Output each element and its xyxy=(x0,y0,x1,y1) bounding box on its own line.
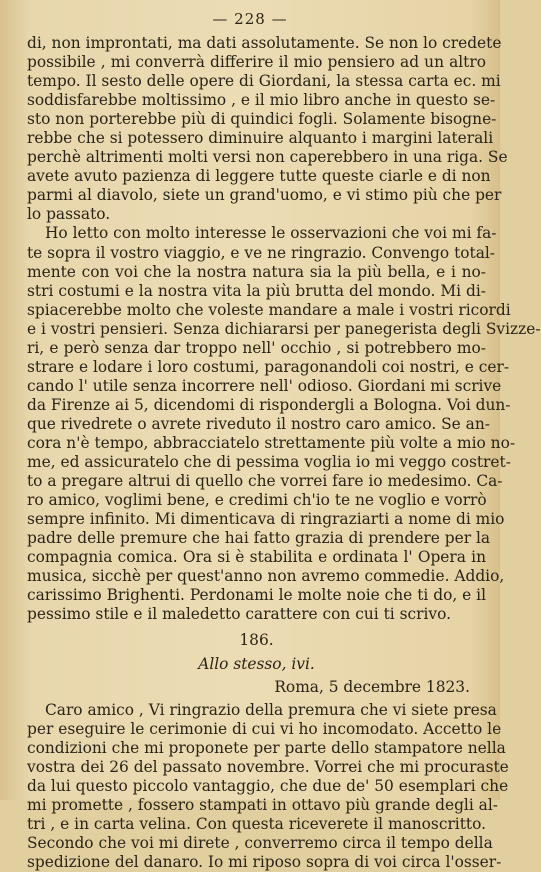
text-line: soddisfarebbe moltissimo , e il mio libro anche in questo se- xyxy=(27,91,496,110)
text-line: tempo. Il sesto delle opere di Giordani, la stessa carta ec. mi xyxy=(27,72,501,91)
text-line: Caro amico , Vi ringrazio della premura che vi siete presa xyxy=(45,700,497,719)
text-line: pessimo stile e il maledetto carattere con cui ti scrivo. xyxy=(27,605,451,624)
text-line: condizioni che mi proponete per parte dello stampatore nella xyxy=(27,738,506,757)
text-line: sto non porterebbe più di quindici fogli. Solamente bisogne- xyxy=(27,110,497,129)
text-line: to a pregare altrui di quello che vorrei fare io medesimo. Ca- xyxy=(27,472,503,491)
text-line: Ho letto con molto interesse le osservazioni che voi mi fa- xyxy=(45,224,497,243)
text-line: parmi al diavolo, siete un grand'uomo, e vi stimo più che per xyxy=(27,186,502,205)
text-line: sempre infinito. Mi dimenticava di ringraziarti a nome di mio xyxy=(27,510,505,529)
text-line: rebbe che si potessero diminuire alquanto i margini laterali xyxy=(27,129,494,148)
text-line: me, ed assicuratelo che di pessima voglia io mi veggo costret- xyxy=(27,453,511,472)
text-line: lo passato. xyxy=(27,205,111,224)
text-line: carissimo Brighenti. Perdonami le molte noie che ti do, e il xyxy=(27,586,486,605)
page-number: — 228 — xyxy=(212,10,288,28)
text-line: per eseguire le cerimonie di cui vi ho incomodato. Accetto le xyxy=(27,719,502,738)
text-line: spedizione del danaro. Io mi riposo sopra di voi circa l'osser- xyxy=(27,852,502,871)
page-text xyxy=(27,34,541,872)
text-line: cora n'è tempo, abbracciatelo strettamente più volte a mio no- xyxy=(27,433,516,452)
text-line: ro amico, voglimi bene, e credimi ch'io te ne voglio e vorrò xyxy=(27,491,487,510)
text-line: strare e lodare i loro costumi, paragonandoli coi nostri, e cer- xyxy=(27,357,510,376)
text-line: mente con voi che la nostra natura sia la più bella, e i no- xyxy=(27,262,486,281)
text-line: cando l' utile senza incorrere nell' odioso. Giordani mi scrive xyxy=(27,376,502,395)
text-line: musica, sicchè per quest'anno non avremo commedie. Addio, xyxy=(27,567,505,586)
text-line: da Firenze ai 5, dicendomi di rispondergli a Bologna. Voi dun- xyxy=(27,395,511,414)
text-line: tri , e in carta velina. Con questa riceverete il manoscritto. xyxy=(27,814,486,833)
text-line: mi promette , fossero stampati in ottavo più grande degli al- xyxy=(27,795,498,814)
letter-body xyxy=(27,700,509,872)
text-line: di, non improntati, ma dati assolutamente. Se non lo credete xyxy=(27,34,502,52)
text-line: perchè altrimenti molti versi non caperebbero in una riga. Se xyxy=(27,148,508,167)
text-line: e i vostri pensieri. Senza dichiararsi per panegerista degli Svizze- xyxy=(27,319,541,338)
text-line: possibile , mi converrà differire il mio pensiero ad un altro xyxy=(27,53,486,72)
paragraph-second xyxy=(27,224,541,624)
letter-addressee: Allo stesso, ivi. xyxy=(198,654,315,673)
paragraph-continued xyxy=(27,34,508,224)
text-line: vostra dei 26 del passato novembre. Vorrei che mi procuraste xyxy=(27,757,509,776)
text-line: avete avuto pazienza di leggere tutte queste ciarle e di non xyxy=(27,167,491,186)
text-line: padre delle premure che hai fatto grazia di prendere per la xyxy=(27,529,491,548)
text-line: stri costumi e la nostra vita la più brutta del mondo. Mi di- xyxy=(27,281,486,300)
text-line: spiacerebbe molto che voleste mandare a male i vostri ricordi xyxy=(27,300,511,319)
text-line: ri, e però senza dar troppo nell' occhio , si potrebbero mo- xyxy=(27,338,486,357)
letter-place-date: Roma, 5 decembre 1823. xyxy=(274,677,470,696)
text-line: da lui questo piccolo vantaggio, che due de' 50 esemplari che xyxy=(27,776,509,795)
text-line: que rivedrete o avrete riveduto il nostro caro amico. Se an- xyxy=(27,414,490,433)
text-line: Secondo che voi mi direte , converremo circa il tempo della xyxy=(27,833,493,852)
text-line: te sopra il vostro viaggio, e ve ne ringrazio. Convengo total- xyxy=(27,243,496,262)
letter-number: 186. xyxy=(239,631,274,650)
text-line: compagnia comica. Ora si è stabilita e ordinata l' Opera in xyxy=(27,548,486,567)
